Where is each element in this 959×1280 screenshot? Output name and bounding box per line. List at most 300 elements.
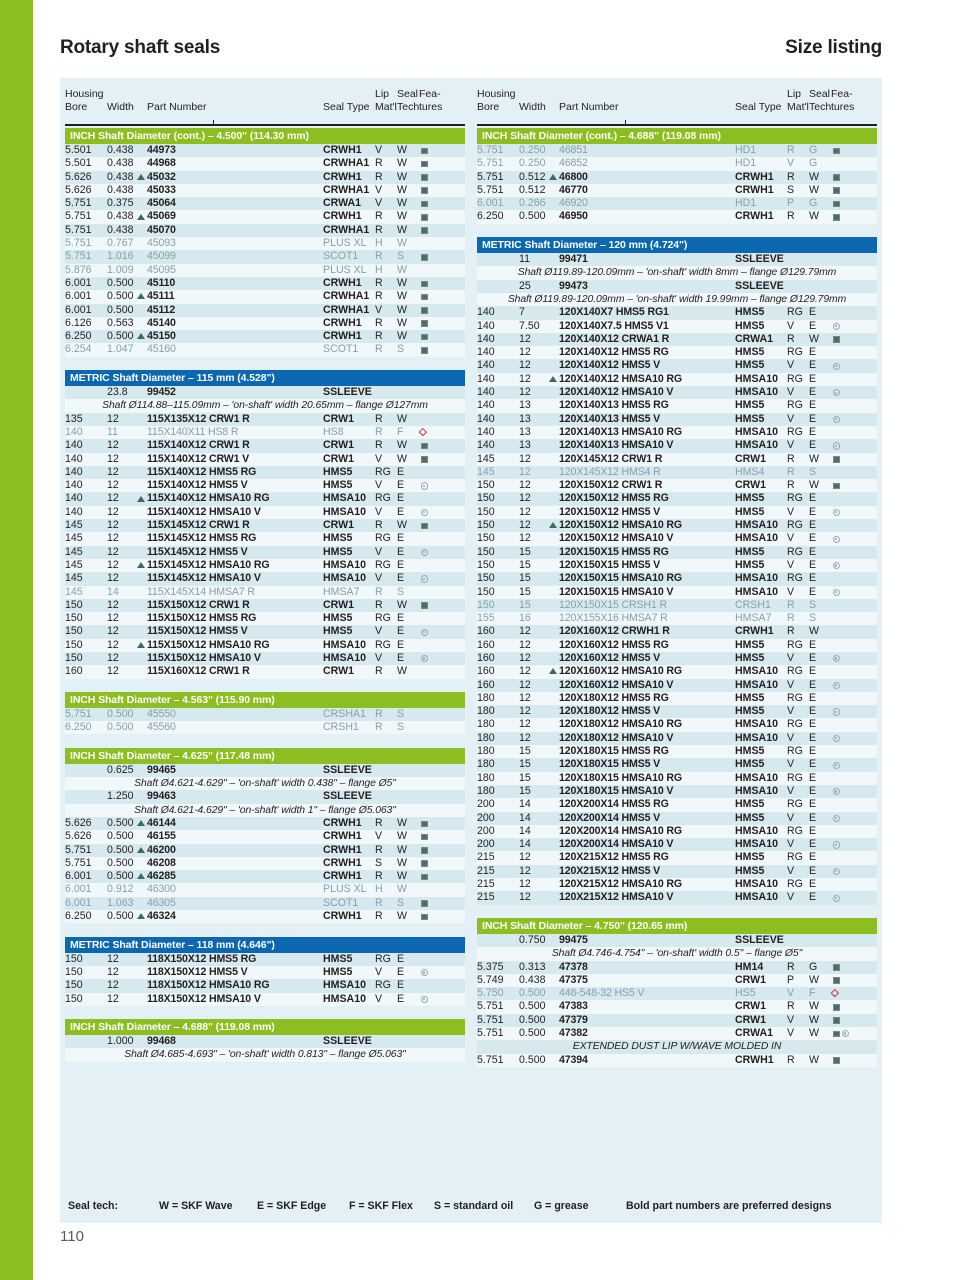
cell-seal-type: HMS5 (323, 479, 353, 492)
table-row[interactable] (477, 1014, 877, 1027)
table-row[interactable] (477, 639, 877, 652)
cell-lip-matl: V (787, 505, 795, 518)
table-row[interactable] (477, 171, 877, 184)
table-row[interactable] (477, 1054, 877, 1067)
feature-square-icon (421, 187, 428, 194)
cell-seal-tech: W (809, 1013, 819, 1026)
page-title: Rotary shaft seals (60, 37, 221, 58)
table-row[interactable] (65, 330, 465, 343)
table-row[interactable] (477, 320, 877, 333)
cell-part-number: 118X150X12 HMS5 RG (147, 952, 257, 965)
cell-seal-tech: F (397, 425, 404, 438)
feature-circle-icon (833, 682, 840, 689)
table-row[interactable] (477, 798, 877, 811)
col-header-fea: Fea- (419, 88, 441, 100)
table-row[interactable] (65, 830, 465, 843)
table-row[interactable] (65, 184, 465, 197)
table-row[interactable] (65, 910, 465, 923)
header-rule-tick (213, 120, 214, 124)
cell-width: 15 (519, 598, 531, 611)
table-row[interactable] (477, 665, 877, 678)
cell-seal-type: HMSA7 (323, 585, 360, 598)
table-row[interactable] (65, 197, 465, 210)
cell-housing-bore: 160 (477, 651, 495, 664)
table-row[interactable] (65, 708, 465, 721)
cell-housing-bore: 5.751 (65, 210, 92, 223)
cell-lip-matl: V (787, 412, 795, 425)
cell-lip-matl: V (375, 303, 383, 316)
table-row[interactable] (477, 705, 877, 718)
cell-part-number: 115X150X12 HMSA10 RG (147, 638, 270, 651)
table-row[interactable] (477, 519, 877, 532)
header-rule (477, 124, 877, 126)
page-header (60, 30, 882, 66)
table-row[interactable] (65, 426, 465, 439)
cell-seal-type: HD1 (735, 144, 757, 156)
table-row[interactable] (65, 532, 465, 545)
table-row[interactable] (65, 144, 465, 157)
preferred-triangle-icon (137, 642, 145, 648)
table-row[interactable] (65, 639, 465, 652)
table-row[interactable] (477, 825, 877, 838)
cell-seal-type: CRSH1 (323, 721, 359, 734)
cell-seal-tech: W (397, 197, 407, 210)
cell-housing-bore: 6.001 (65, 883, 92, 896)
col-header-tech: Tech (809, 101, 832, 113)
preferred-triangle-icon (137, 214, 145, 220)
table-row[interactable] (477, 479, 877, 492)
cell-lip-matl: RG (375, 558, 391, 571)
table-row[interactable] (477, 532, 877, 545)
cell-lip-matl: V (787, 532, 795, 545)
feature-circle-icon (842, 1030, 849, 1037)
cell-seal-type: SSLEEVE (323, 790, 372, 803)
cell-housing-bore: 200 (477, 798, 495, 811)
table-row[interactable] (477, 772, 877, 785)
cell-seal-tech: E (809, 346, 817, 359)
cell-seal-type: HMSA10 (323, 992, 366, 1005)
cell-width: 12 (519, 505, 531, 518)
table-row[interactable] (477, 144, 877, 157)
table-row[interactable] (477, 732, 877, 745)
table-row[interactable] (65, 264, 465, 277)
cell-seal-type: CRW1 (735, 973, 767, 986)
cell-housing-bore: 6.001 (65, 276, 92, 289)
cell-part-number: 120X215X12 HMS5 RG (559, 851, 669, 864)
table-row[interactable] (65, 857, 465, 870)
feature-square-icon (421, 201, 428, 208)
table-row[interactable] (477, 745, 877, 758)
cell-width: 0.500 (107, 707, 134, 720)
table-row[interactable] (65, 492, 465, 505)
table-row[interactable] (65, 304, 465, 317)
feature-square-icon (421, 874, 428, 881)
feature-circle-icon (833, 323, 840, 330)
cell-part-number: 115X145X12 HMS5 RG (147, 532, 257, 545)
cell-housing-bore: 150 (65, 952, 83, 965)
feature-square-icon (833, 201, 840, 208)
feature-square-icon (421, 320, 428, 327)
cell-seal-type: HMS5 (735, 346, 765, 359)
feature-circle-icon (421, 482, 428, 489)
table-row[interactable] (477, 413, 877, 426)
feature-square-icon (833, 977, 840, 984)
cell-part-number: 120X150X15 HMS5 V (559, 558, 661, 571)
feature-square-icon (833, 483, 840, 490)
cell-width: 12 (519, 651, 531, 664)
cell-width: 12 (107, 992, 119, 1005)
table-row[interactable] (477, 878, 877, 891)
table-row[interactable] (477, 559, 877, 572)
table-row[interactable] (65, 953, 465, 966)
cell-part-number: 120X180X12 HMSA10 V (559, 731, 674, 744)
table-row[interactable] (477, 439, 877, 452)
cell-seal-tech: W (397, 519, 407, 532)
cell-seal-tech: W (397, 830, 407, 843)
table-row[interactable] (65, 870, 465, 883)
section-gap (65, 923, 465, 936)
feature-square-icon (421, 821, 428, 828)
table-row[interactable] (65, 277, 465, 290)
cell-width: 7.50 (519, 319, 540, 332)
cell-seal-type: HMS5 (735, 745, 765, 758)
cell-seal-tech: E (397, 992, 405, 1005)
table-row[interactable] (65, 519, 465, 532)
cell-width: 0.500 (519, 210, 546, 223)
table-row[interactable] (65, 764, 465, 777)
cell-width: 7 (519, 306, 525, 319)
cell-seal-tech: E (397, 479, 405, 492)
cell-seal-type: CRW1 (323, 452, 355, 465)
cell-width: 12 (107, 558, 119, 571)
table-row[interactable] (65, 506, 465, 519)
table-row[interactable] (477, 812, 877, 825)
cell-part-number: 115X150X12 CRW1 R (147, 598, 250, 611)
table-row[interactable] (477, 466, 877, 479)
table-row[interactable] (65, 546, 465, 559)
table-row[interactable] (65, 897, 465, 910)
preferred-triangle-icon (549, 174, 557, 180)
table-row[interactable] (477, 838, 877, 851)
table-row[interactable] (65, 966, 465, 979)
cell-width: 15 (519, 784, 531, 797)
cell-width: 0.438 (107, 144, 134, 156)
table-row[interactable] (477, 386, 877, 399)
cell-width: 0.500 (107, 816, 134, 829)
table-row[interactable] (477, 891, 877, 904)
table-row[interactable] (65, 237, 465, 250)
cell-lip-matl: V (787, 864, 795, 877)
cell-housing-bore: 150 (477, 479, 495, 492)
cell-seal-tech: W (809, 183, 819, 196)
cell-seal-type: CRWHA1 (323, 183, 370, 196)
cell-seal-tech: W (397, 330, 407, 343)
table-row[interactable] (65, 317, 465, 330)
table-row[interactable] (65, 343, 465, 356)
table-row[interactable] (477, 974, 877, 987)
cell-part-number: 120X160X12 CRWH1 R (559, 625, 670, 638)
cell-seal-type: HMS5 (323, 465, 353, 478)
cell-seal-type: CRWH1 (323, 870, 362, 883)
table-row[interactable] (477, 546, 877, 559)
cell-lip-matl: RG (787, 346, 803, 359)
table-row[interactable] (477, 506, 877, 519)
table-row[interactable] (477, 586, 877, 599)
table-row[interactable] (65, 572, 465, 585)
cell-seal-type: HMSA10 (735, 718, 778, 731)
table-row[interactable] (477, 851, 877, 864)
cell-seal-type: HMS5 (735, 359, 765, 372)
cell-part-number: 46770 (559, 183, 588, 196)
table-row[interactable] (477, 987, 877, 1000)
cell-width: 1.009 (107, 263, 134, 276)
table-row[interactable] (65, 386, 465, 399)
cell-seal-tech: E (397, 638, 405, 651)
cell-lip-matl: V (375, 505, 383, 518)
cell-seal-tech: W (809, 332, 819, 345)
table-row[interactable] (477, 599, 877, 612)
cell-seal-tech: S (397, 250, 405, 263)
cell-part-number: 120X140X13 HMS5 V (559, 412, 661, 425)
table-row[interactable] (477, 197, 877, 210)
cell-part-number: 44968 (147, 157, 176, 170)
table-row[interactable] (65, 1035, 465, 1048)
cell-lip-matl: P (787, 197, 795, 210)
table-row[interactable] (65, 290, 465, 303)
cell-part-number: 46305 (147, 896, 176, 909)
table-row[interactable] (65, 625, 465, 638)
cell-seal-tech: W (397, 276, 407, 289)
cell-seal-tech: E (809, 306, 817, 319)
col-header-bore: Bore (477, 101, 500, 113)
cell-width: 0.500 (107, 721, 134, 734)
cell-housing-bore: 215 (477, 891, 495, 904)
cell-width: 12 (519, 386, 531, 399)
table-row[interactable] (477, 359, 877, 372)
cell-width: 12 (107, 465, 119, 478)
cell-housing-bore: 145 (65, 532, 83, 545)
cell-seal-tech: W (397, 316, 407, 329)
table-row[interactable] (477, 373, 877, 386)
cell-part-number: 45069 (147, 210, 176, 223)
cell-lip-matl: R (787, 625, 795, 638)
table-row[interactable] (477, 157, 877, 170)
table-row[interactable] (65, 790, 465, 803)
table-row[interactable] (477, 333, 877, 346)
feature-circle-icon (421, 996, 428, 1003)
cell-lip-matl: V (787, 784, 795, 797)
cell-width: 12 (519, 665, 531, 678)
cell-lip-matl: R (375, 412, 383, 425)
cell-seal-type: HMS5 (735, 758, 765, 771)
cell-housing-bore: 140 (65, 492, 83, 505)
cell-part-number: 120X150X15 HMSA10 RG (559, 572, 683, 585)
cell-seal-tech: W (397, 598, 407, 611)
table-row[interactable] (477, 426, 877, 439)
table-row[interactable] (477, 612, 877, 625)
feature-circle-icon (833, 536, 840, 543)
cell-seal-type: CRW1 (735, 1000, 767, 1013)
cell-seal-type: CRW1 (323, 519, 355, 532)
table-row[interactable] (65, 559, 465, 572)
cell-width: 12 (519, 851, 531, 864)
table-row[interactable] (65, 993, 465, 1006)
section-note: Shaft Ø4.685-4.693" – 'on-shaft' width 0.813" – flange Ø5.063" (65, 1048, 465, 1061)
table-row[interactable] (65, 586, 465, 599)
table-row[interactable] (65, 979, 465, 992)
cell-part-number: 448-548-32 HS5 V (559, 987, 645, 1000)
cell-part-number: 120X150X12 HMSA10 RG (559, 519, 683, 532)
table-row[interactable] (65, 224, 465, 237)
table-row[interactable] (65, 883, 465, 896)
cell-housing-bore: 5.751 (65, 250, 92, 263)
table-row[interactable] (477, 453, 877, 466)
cell-seal-type: HMS5 (323, 612, 353, 625)
table-row[interactable] (477, 679, 877, 692)
cell-lip-matl: R (787, 210, 795, 223)
section-gap (477, 224, 877, 237)
table-row[interactable] (65, 171, 465, 184)
table-row[interactable] (477, 210, 877, 223)
cell-lip-matl: V (787, 987, 795, 1000)
cell-width: 12 (519, 678, 531, 691)
cell-part-number: 46852 (559, 157, 588, 170)
table-row[interactable] (477, 1000, 877, 1013)
cell-width: 12 (519, 465, 531, 478)
cell-part-number: 120X180X15 HMS5 V (559, 758, 661, 771)
table-row[interactable] (477, 253, 877, 266)
table-row[interactable] (65, 817, 465, 830)
table-row[interactable] (65, 721, 465, 734)
cell-housing-bore: 6.001 (65, 290, 92, 303)
cell-housing-bore: 5.749 (477, 973, 504, 986)
cell-seal-type: HMS5 (735, 399, 765, 412)
cell-part-number: 46208 (147, 856, 176, 869)
table-column-right (477, 78, 877, 1067)
feature-circle-icon (421, 655, 428, 662)
cell-part-number: 120X160X12 HMS5 V (559, 651, 661, 664)
cell-part-number: 120X180X15 HMSA10 RG (559, 771, 683, 784)
section-note: EXTENDED DUST LIP W/WAVE MOLDED IN (477, 1040, 877, 1053)
table-row[interactable] (477, 280, 877, 293)
cell-seal-tech: E (397, 492, 405, 505)
cell-housing-bore: 145 (65, 585, 83, 598)
feature-circle-icon (833, 655, 840, 662)
cell-part-number: 120X215X12 HMS5 V (559, 864, 661, 877)
table-row[interactable] (477, 652, 877, 665)
table-row[interactable] (477, 399, 877, 412)
table-row[interactable] (65, 844, 465, 857)
section-note: Shaft Ø4.746-4.754" – 'on-shaft' width 0.5" – flange Ø5" (477, 947, 877, 960)
cell-seal-type: HMSA10 (735, 731, 778, 744)
preferred-triangle-icon (137, 174, 145, 180)
table-row[interactable] (65, 466, 465, 479)
feature-square-icon (421, 456, 428, 463)
table-row[interactable] (65, 157, 465, 170)
cell-lip-matl: V (375, 452, 383, 465)
section-header-metric: METRIC Shaft Diameter – 115 mm (4.528") (65, 370, 465, 386)
cell-seal-tech: W (397, 210, 407, 223)
cell-width: 12 (107, 479, 119, 492)
cell-housing-bore: 155 (477, 612, 495, 625)
table-row[interactable] (65, 665, 465, 678)
table-row[interactable] (477, 718, 877, 731)
table-row[interactable] (65, 612, 465, 625)
cell-lip-matl: V (787, 1013, 795, 1026)
cell-lip-matl: R (787, 479, 795, 492)
cell-housing-bore: 180 (477, 731, 495, 744)
feature-square-icon (833, 214, 840, 221)
table-row[interactable] (65, 652, 465, 665)
cell-lip-matl: V (787, 705, 795, 718)
cell-lip-matl: RG (787, 545, 803, 558)
col-header-seal: Seal (397, 88, 419, 100)
table-row[interactable] (477, 572, 877, 585)
table-row[interactable] (477, 184, 877, 197)
table-row[interactable] (65, 413, 465, 426)
table-row[interactable] (65, 479, 465, 492)
cell-part-number: 115X140X11 HS8 R (147, 425, 239, 438)
cell-housing-bore: 5.375 (477, 960, 504, 973)
cell-lip-matl: R (375, 665, 383, 678)
table-row[interactable] (65, 210, 465, 223)
legend-standard-oil: S = standard oil (434, 1200, 514, 1212)
table-row[interactable] (65, 250, 465, 263)
table-row[interactable] (65, 599, 465, 612)
table-row[interactable] (65, 439, 465, 452)
table-row[interactable] (477, 625, 877, 638)
table-row[interactable] (477, 758, 877, 771)
cell-width: 0.500 (107, 276, 134, 289)
table-row[interactable] (477, 492, 877, 505)
table-row[interactable] (477, 1027, 877, 1040)
cell-part-number: 115X140X12 HMSA10 V (147, 505, 261, 518)
cell-width: 0.767 (107, 237, 134, 250)
cell-width: 12 (107, 572, 119, 585)
table-row[interactable] (477, 346, 877, 359)
cell-part-number: 47382 (559, 1027, 588, 1039)
cell-housing-bore: 150 (65, 651, 83, 664)
table-row[interactable] (477, 785, 877, 798)
feature-square-icon (421, 161, 428, 168)
cell-housing-bore: 215 (477, 864, 495, 877)
table-row[interactable] (477, 865, 877, 878)
cell-width: 0.500 (107, 856, 134, 869)
table-row[interactable] (477, 692, 877, 705)
table-row[interactable] (477, 934, 877, 947)
cell-seal-tech: G (809, 197, 818, 210)
cell-housing-bore: 6.250 (65, 330, 92, 343)
cell-seal-tech: W (809, 625, 819, 638)
cell-lip-matl: V (787, 811, 795, 824)
table-row[interactable] (477, 306, 877, 319)
cell-seal-type: HS8 (323, 425, 344, 438)
table-row[interactable] (65, 453, 465, 466)
cell-seal-tech: E (397, 558, 405, 571)
cell-part-number: 45560 (147, 721, 176, 734)
cell-width: 0.500 (107, 830, 134, 843)
cell-housing-bore: 6.250 (477, 210, 504, 223)
cell-housing-bore: 200 (477, 811, 495, 824)
feature-circle-icon (833, 788, 840, 795)
feature-square-icon (421, 254, 428, 261)
cell-seal-type: HMSA10 (323, 505, 366, 518)
table-row[interactable] (477, 961, 877, 974)
cell-seal-tech: E (809, 492, 817, 505)
col-header-tures: tures (419, 101, 443, 113)
cell-seal-tech: W (397, 665, 407, 678)
cell-housing-bore: 150 (65, 598, 83, 611)
